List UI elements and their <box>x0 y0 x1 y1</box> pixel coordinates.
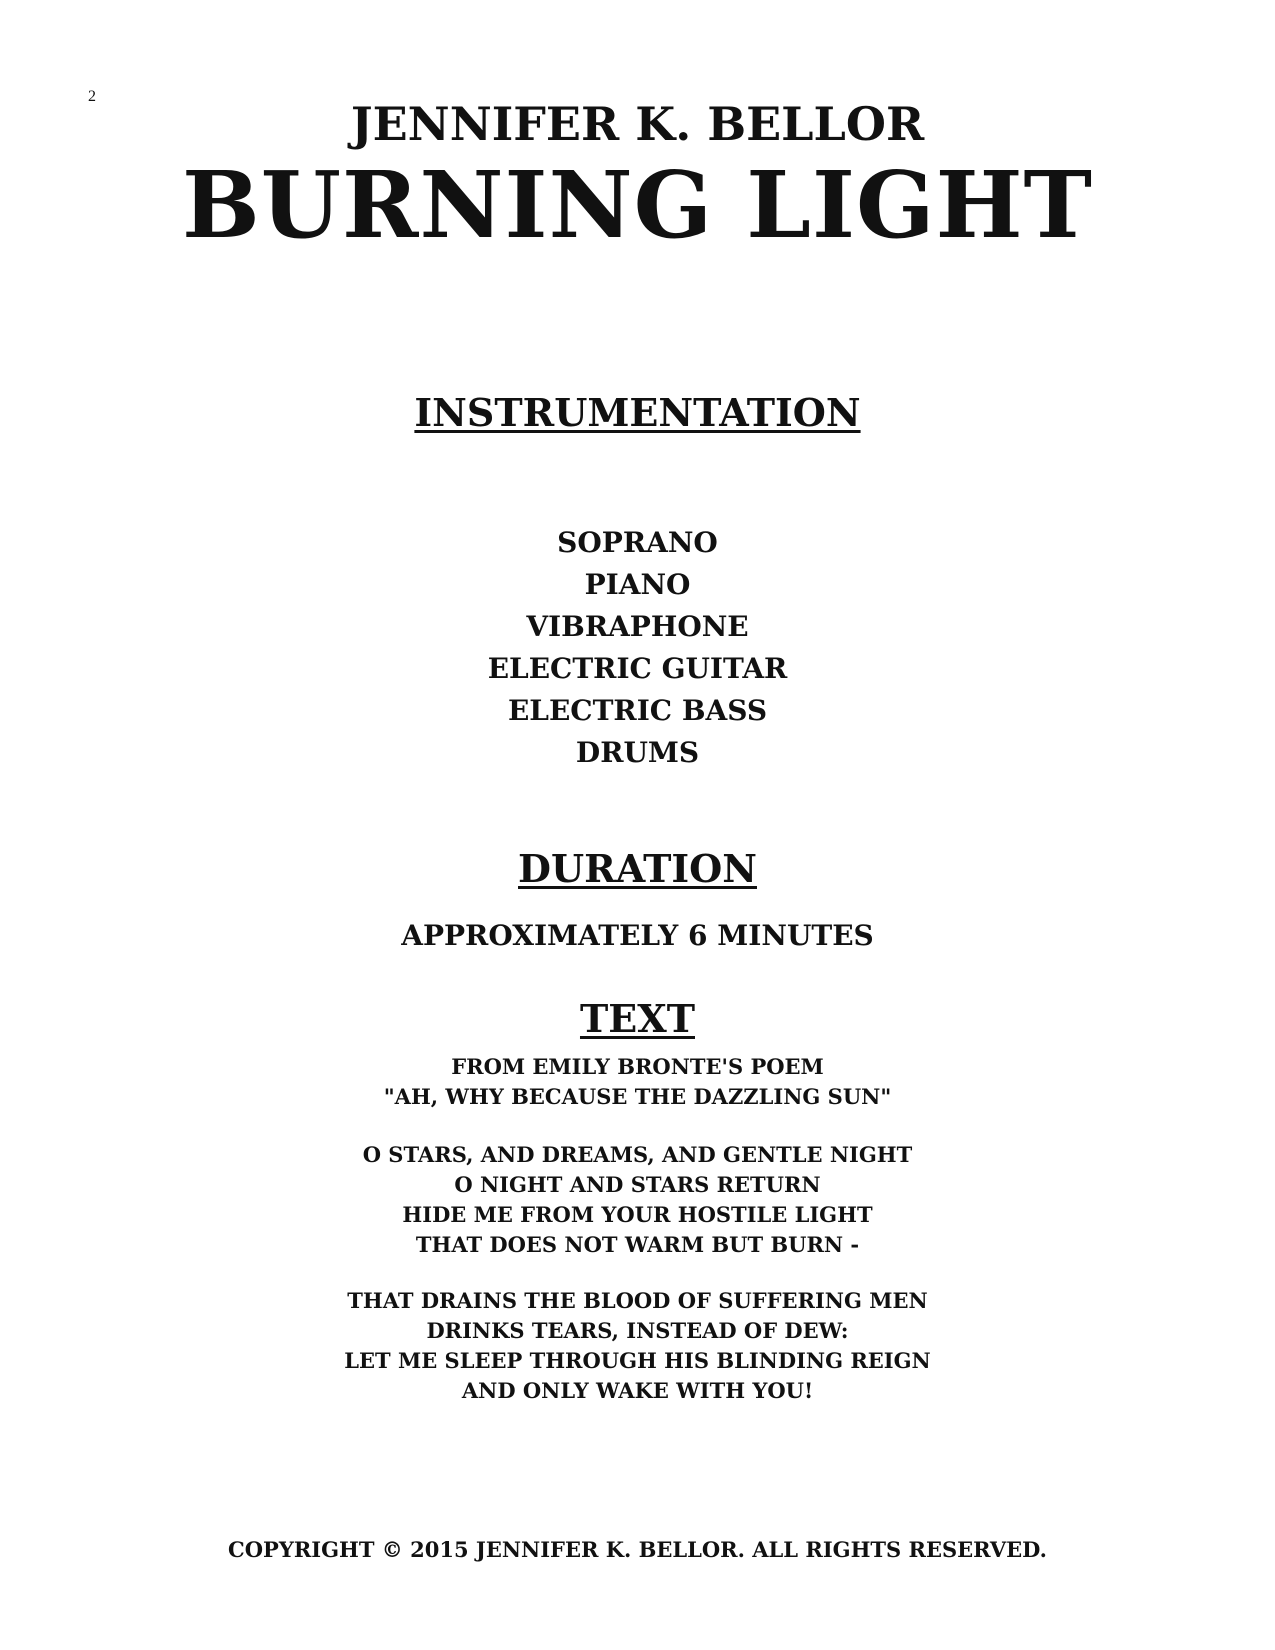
source-line: FROM EMILY BRONTE'S POEM <box>451 1054 824 1079</box>
instrument-item: ELECTRIC GUITAR <box>487 652 788 685</box>
source-poem-title: "AH, WHY BECAUSE THE DAZZLING SUN" <box>383 1084 892 1109</box>
instrument-item: DRUMS <box>575 736 700 769</box>
work-title: BURNING LIGHT <box>182 151 1093 259</box>
instrument-item: VIBRAPHONE <box>526 610 749 643</box>
text-source <box>0 1052 1275 1112</box>
instrument-list <box>0 522 1275 774</box>
composer-name: JENNIFER K. BELLOR <box>350 97 925 151</box>
poem-line: LET ME SLEEP THROUGH HIS BLINDING REIGN <box>344 1348 931 1373</box>
text-heading-text: TEXT <box>579 996 695 1041</box>
duration-heading-text: DURATION <box>518 846 757 891</box>
duration-heading <box>0 846 1275 892</box>
duration-value: APPROXIMATELY 6 MINUTES <box>401 919 874 952</box>
poem-line: O NIGHT AND STARS RETURN <box>454 1172 821 1197</box>
poem-line: O STARS, AND DREAMS, AND GENTLE NIGHT <box>362 1142 913 1167</box>
instrumentation-heading <box>0 390 1275 436</box>
instrument-item: ELECTRIC BASS <box>507 694 768 727</box>
instrument-item: SOPRANO <box>557 526 718 559</box>
poem-line: AND ONLY WAKE WITH YOU! <box>461 1378 814 1403</box>
poem-line: HIDE ME FROM YOUR HOSTILE LIGHT <box>402 1202 873 1227</box>
poem-stanza-2 <box>0 1286 1275 1406</box>
text-heading <box>0 996 1275 1042</box>
poem-stanza-1 <box>0 1140 1275 1260</box>
instrument-item: PIANO <box>584 568 691 601</box>
poem-line: THAT DRAINS THE BLOOD OF SUFFERING MEN <box>347 1288 928 1313</box>
poem-line: DRINKS TEARS, INSTEAD OF DEW: <box>426 1318 849 1343</box>
instrumentation-heading-text: INSTRUMENTATION <box>414 390 861 435</box>
poem-line: THAT DOES NOT WARM BUT BURN - <box>415 1232 860 1257</box>
page-number: 2 <box>88 88 96 105</box>
copyright-notice: COPYRIGHT © 2015 JENNIFER K. BELLOR. ALL RIGHTS RESERVED. <box>228 1537 1047 1562</box>
